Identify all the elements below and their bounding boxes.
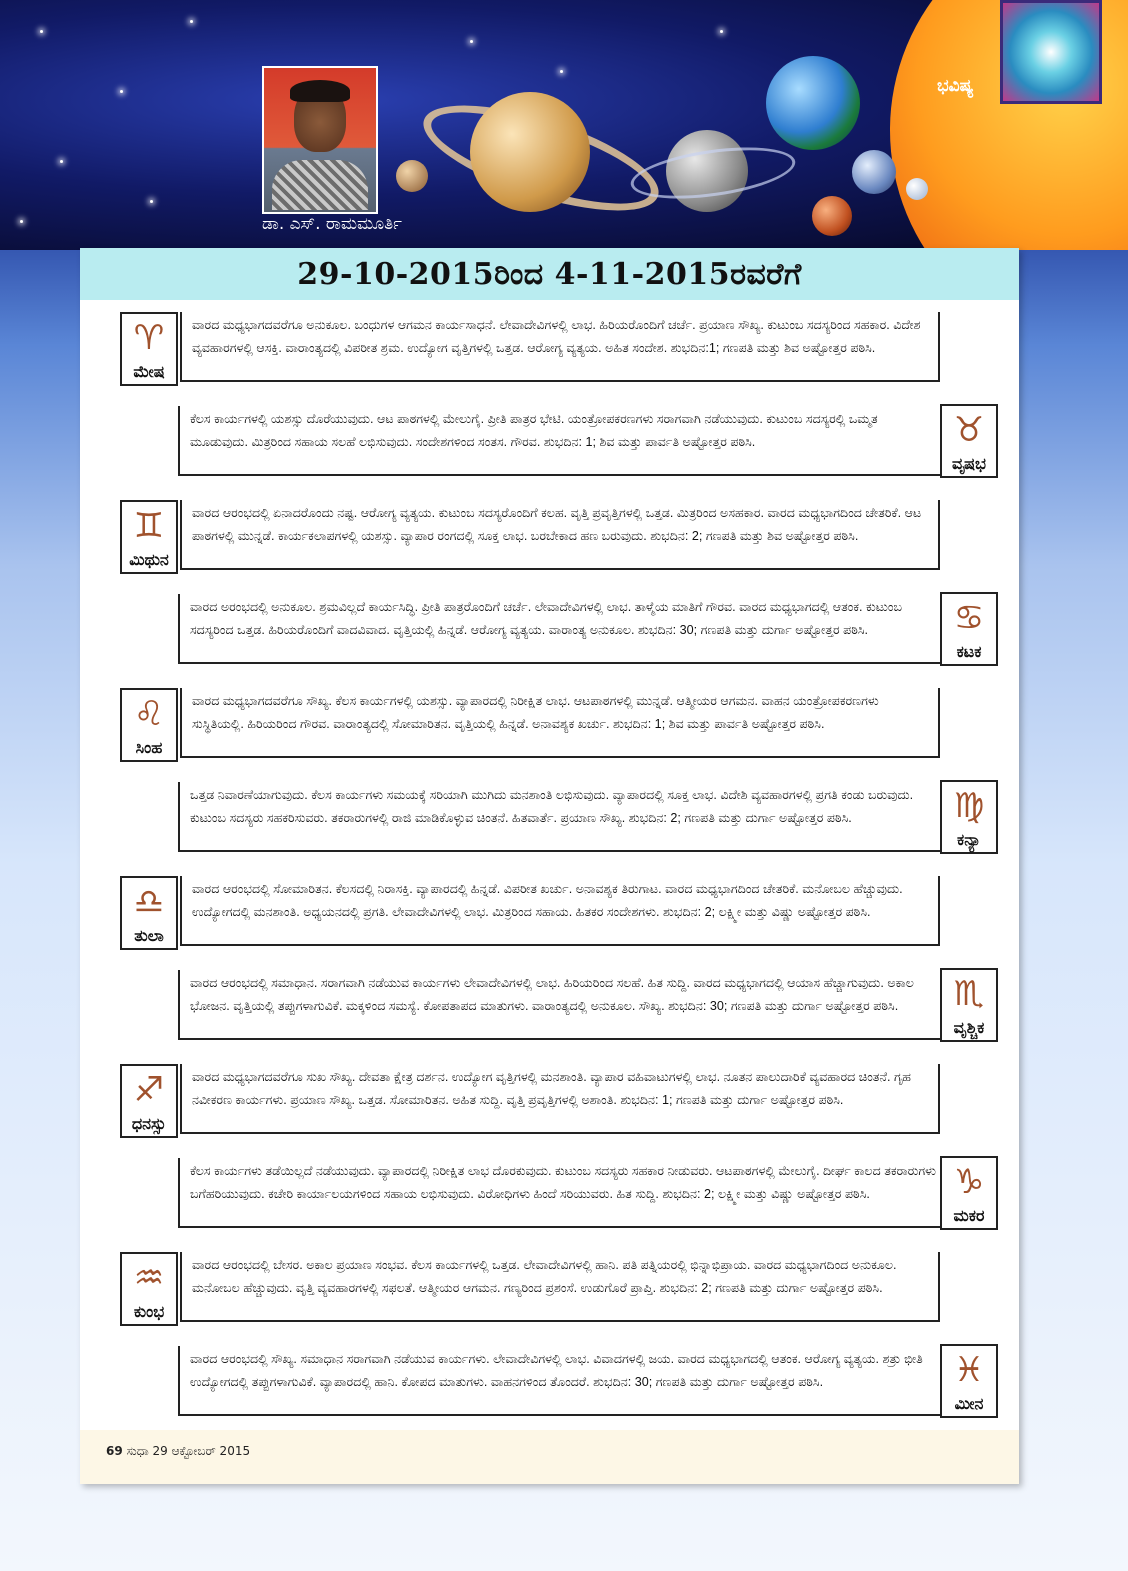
sign-name: ಕುಂಭ	[133, 1302, 165, 1321]
sign-name: ಕನ್ಯಾ	[957, 830, 981, 849]
publication-info: ಸುಧಾ 29 ಆಕ್ಟೋಬರ್ 2015	[126, 1444, 251, 1458]
scales-icon: ♎	[133, 882, 165, 922]
horoscope-entry	[80, 312, 940, 388]
prediction-text: ವಾರದ ಅರಂಭದಲ್ಲಿ ಅನುಕೂಲ. ಶ್ರಮವಿಲ್ಲದೆ ಕಾರ್ಯಸಿದ್ಧಿ. ಪ್ರೀತಿ ಪಾತ್ರರೊಂದಿಗೆ ಚರ್ಚೆ. ಲೇವಾದೇವಿಗಳಲ್ಲಿ ಲಾಭ. ತಾಳ್ಮೆಯ ಮಾತಿಗೆ ಗೌರವ. ವಾರದ ಮಧ್ಯಭಾಗದಲ್ಲಿ ಆತಂಕ. ಕುಟುಂಬ ಸದಸ್ಯರಿಂದ ಒತ್ತಡ. ಹಿರಿಯರೊಂದಿಗೆ ವಾದವಿವಾದ. ವೃತ್ತಿಯಲ್ಲಿ ಹಿನ್ನಡೆ. ಆರೋಗ್ಯ ವ್ಯತ್ಯಯ. ವಾರಾಂತ್ಯ ಅನುಕೂಲ. ಶುಭದಿನ: 30; ಗಣಪತಿ ಮತ್ತು ದುರ್ಗಾ ಅಷ್ಟೋತ್ತರ ಪಠಿಸಿ.	[178, 594, 946, 664]
horoscope-entry	[80, 1346, 985, 1422]
sign-badge	[120, 876, 178, 950]
prediction-text: ವಾರದ ಆರಂಭದಲ್ಲಿ ಏನಾದರೊಂದು ನಷ್ಟ. ಆರೋಗ್ಯ ವ್ಯತ್ಯಯ. ಕುಟುಂಬ ಸದಸ್ಯರೊಂದಿಗೆ ಕಲಹ. ವೃತ್ತಿ ಪ್ರವೃತ್ತಿಗಳಲ್ಲಿ ಒತ್ತಡ. ಮಿತ್ರರಿಂದ ಅಸಹಕಾರ. ವಾರದ ಮಧ್ಯಭಾಗದಿಂದ ಚೇತರಿಕೆ. ಆಟ ಪಾಠಗಳಲ್ಲಿ ಮುನ್ನಡೆ. ಕಾರ್ಯಕಲಾಪಗಳಲ್ಲಿ ಯಶಸ್ಸು. ವ್ಯಾಪಾರ ರಂಗದಲ್ಲಿ ಸೂಕ್ತ ಲಾಭ. ಬರಬೇಕಾದ ಹಣ ಬರುವುದು. ಶುಭದಿನ: 2; ಗಣಪತಿ ಮತ್ತು ಶಿವ ಅಷ್ಟೋತ್ತರ ಪಠಿಸಿ.	[180, 500, 940, 570]
prediction-text: ವಾರದ ಮಧ್ಯಭಾಗದವರೆಗೂ ಸುಖ ಸೌಖ್ಯ. ದೇವತಾ ಕ್ಷೇತ್ರ ದರ್ಶನ. ಉದ್ಯೋಗ ವೃತ್ತಿಗಳಲ್ಲಿ ಮನಶಾಂತಿ. ವ್ಯಾಪಾರ ವಹಿವಾಟುಗಳಲ್ಲಿ ಲಾಭ. ನೂತನ ಪಾಲುದಾರಿಕೆ ವ್ಯವಹಾರದ ಚಿಂತನೆ. ಗೃಹ ನವೀಕರಣ ಕಾರ್ಯಗಳು. ಪ್ರಯಾಣ ಸೌಖ್ಯ. ಒತ್ತಡ. ಸೋಮಾರಿತನ. ಅಹಿತ ಸುದ್ದಿ. ವೃತ್ತಿ ಪ್ರವೃತ್ತಿಗಳಲ್ಲಿ ಅಶಾಂತಿ. ಶುಭದಿನ: 1; ಗಣಪತಿ ಮತ್ತು ದುರ್ಗಾ ಅಷ್ಟೋತ್ತರ ಪಠಿಸಿ.	[180, 1064, 940, 1134]
sign-name: ಮೇಷ	[133, 362, 165, 381]
horoscope-entry	[80, 594, 985, 670]
prediction-text: ಕೆಲಸ ಕಾರ್ಯಗಳಲ್ಲಿ ಯಶಸ್ಸು ದೊರೆಯುವುದು. ಆಟ ಪಾಠಗಳಲ್ಲಿ ಮೇಲುಗೈ. ಪ್ರೀತಿ ಪಾತ್ರರ ಭೇಟಿ. ಯಂತ್ರೋಪಕರಣಗಳು ಸರಾಗವಾಗಿ ನಡೆಯುವುದು. ಕುಟುಂಬ ಸದಸ್ಯರಲ್ಲಿ ಒಮ್ಮತ ಮೂಡುವುದು. ಮಿತ್ರರಿಂದ ಸಹಾಯ ಸಲಹೆ ಲಭಿಸುವುದು. ಸಂದೇಶಗಳಿಂದ ಸಂತಸ. ಗೌರವ. ಶುಭದಿನ: 1; ಶಿವ ಮತ್ತು ಪಾರ್ವತಿ ಅಷ್ಟೋತ್ತರ ಪಠಿಸಿ.	[178, 406, 946, 476]
sign-badge	[120, 500, 178, 574]
horoscope-panel	[80, 248, 1019, 1484]
prediction-text: ವಾರದ ಆರಂಭದಲ್ಲಿ ಬೇಸರ. ಅಕಾಲ ಪ್ರಯಾಣ ಸಂಭವ. ಕೆಲಸ ಕಾರ್ಯಗಳಲ್ಲಿ ಒತ್ತಡ. ಲೇವಾದೇವಿಗಳಲ್ಲಿ ಹಾನಿ. ಪತಿ ಪತ್ನಿಯರಲ್ಲಿ ಭಿನ್ನಾಭಿಪ್ರಾಯ. ವಾರದ ಮಧ್ಯಭಾಗದಿಂದ ಅನುಕೂಲ. ಮನೋಬಲ ಹೆಚ್ಚುವುದು. ವೃತ್ತಿ ವ್ಯವಹಾರಗಳಲ್ಲಿ ಸಫಲತೆ. ಆತ್ಮೀಯರ ಆಗಮನ. ಗಣ್ಯರಿಂದ ಪ್ರಶಂಸೆ. ಉಡುಗೊರೆ ಪ್ರಾಪ್ತಿ. ಶುಭದಿನ: 2; ಗಣಪತಿ ಮತ್ತು ದುರ್ಗಾ ಅಷ್ಟೋತ್ತರ ಪಠಿಸಿ.	[180, 1252, 940, 1322]
sign-badge	[120, 688, 178, 762]
sign-badge	[940, 780, 998, 854]
archer-icon: ♐	[133, 1070, 165, 1110]
prediction-text: ವಾರದ ಆರಂಭದಲ್ಲಿ ಸಮಾಧಾನ. ಸರಾಗವಾಗಿ ನಡೆಯುವ ಕಾರ್ಯಗಳು ಲೇವಾದೇವಿಗಳಲ್ಲಿ ಲಾಭ. ಹಿರಿಯರಿಂದ ಸಲಹೆ. ಹಿತ ಸುದ್ದಿ. ವಾರದ ಮಧ್ಯಭಾಗದಲ್ಲಿ ಆಯಾಸ ಹೆಚ್ಚಾಗುವುದು. ಅಕಾಲ ಭೋಜನ. ವೃತ್ತಿಯಲ್ಲಿ ತಪ್ಪುಗಳಾಗುವಿಕೆ. ಮಕ್ಕಳಿಂದ ಸಮಸ್ಯೆ. ಕೋಪತಾಪದ ಮಾತುಗಳು. ವಾರಾಂತ್ಯದಲ್ಲಿ ಅನುಕೂಲ. ಸೌಖ್ಯ. ಶುಭದಿನ: 30; ಗಣಪತಿ ಮತ್ತು ದುರ್ಗಾ ಅಷ್ಟೋತ್ತರ ಪಠಿಸಿ.	[178, 970, 946, 1040]
author-name: ಡಾ. ಎಸ್. ರಾಮಮೂರ್ತಿ	[262, 214, 402, 234]
page-number: 69	[106, 1444, 123, 1458]
horoscope-entry	[80, 970, 985, 1046]
sign-name: ತುಲಾ	[134, 926, 164, 945]
sign-badge	[940, 1156, 998, 1230]
horoscope-entry	[80, 876, 940, 952]
page-title: 29-10-2015ರಿಂದ 4-11-2015ರವರೆಗೆ	[297, 256, 802, 292]
twins-icon: ♊	[133, 506, 165, 546]
mars-graphic	[812, 196, 852, 236]
sign-name: ವೃಶ್ಚಿಕ	[953, 1018, 985, 1037]
ram-icon: ♈	[133, 318, 165, 358]
sign-badge	[940, 404, 998, 478]
horoscope-entry	[80, 1252, 940, 1328]
prediction-text: ಒತ್ತಡ ನಿವಾರಣೆಯಾಗುವುದು. ಕೆಲಸ ಕಾರ್ಯಗಳು ಸಮಯಕ್ಕೆ ಸರಿಯಾಗಿ ಮುಗಿದು ಮನಶಾಂತಿ ಲಭಿಸುವುದು. ವ್ಯಾಪಾರದಲ್ಲಿ ಸೂಕ್ತ ಲಾಭ. ವಿದೇಶಿ ವ್ಯವಹಾರಗಳಲ್ಲಿ ಪ್ರಗತಿ ಕಂಡು ಬರುವುದು. ಕುಟುಂಬ ಸದಸ್ಯರು ಸಹಕರಿಸುವರು. ತಕರಾರುಗಳಲ್ಲಿ ರಾಜಿ ಮಾಡಿಕೊಳ್ಳುವ ಚಿಂತನೆ. ಹಿತವಾರ್ತೆ. ಪ್ರಯಾಣ ಸೌಖ್ಯ. ಶುಭದಿನ: 2; ಗಣಪತಿ ಮತ್ತು ದುರ್ಗಾ ಅಷ್ಟೋತ್ತರ ಪಠಿಸಿ.	[178, 782, 946, 852]
footer-info	[106, 1444, 250, 1459]
horoscope-entry	[80, 1064, 940, 1140]
sign-name: ಮೀನ	[954, 1394, 984, 1413]
earth-graphic	[766, 56, 860, 150]
sign-badge	[120, 312, 178, 386]
horoscope-entry	[80, 782, 985, 858]
lion-icon: ♌	[133, 694, 165, 734]
prediction-text: ವಾರದ ಆರಂಭದಲ್ಲಿ ಸೌಖ್ಯ. ಸಮಾಧಾನ ಸರಾಗವಾಗಿ ನಡೆಯುವ ಕಾರ್ಯಗಳು. ಲೇವಾದೇವಿಗಳಲ್ಲಿ ಲಾಭ. ವಿವಾದಗಳಲ್ಲಿ ಜಯ. ವಾರದ ಮಧ್ಯಭಾಗದಲ್ಲಿ ಆತಂಕ. ಆರೋಗ್ಯ ವ್ಯತ್ಯಯ. ಶತ್ರು ಭೀತಿ ಉದ್ಯೋಗದಲ್ಲಿ ತಪ್ಪುಗಳಾಗುವಿಕೆ. ವ್ಯಾಪಾರದಲ್ಲಿ ಹಾನಿ. ಕೋಪದ ಮಾತುಗಳು. ವಾಹನಗಳಿಂದ ತೊಂದರೆ. ಶುಭದಿನ: 30; ಗಣಪತಿ ಮತ್ತು ದುರ್ಗಾ ಅಷ್ಟೋತ್ತರ ಪಠಿಸಿ.	[178, 1346, 946, 1416]
header-banner	[0, 0, 1128, 250]
sign-name: ಕಟಕ	[956, 642, 982, 661]
prediction-text: ವಾರದ ಮಧ್ಯಭಾಗದವರೆಗೂ ಸೌಖ್ಯ. ಕೆಲಸ ಕಾರ್ಯಗಳಲ್ಲಿ ಯಶಸ್ಸು. ವ್ಯಾಪಾರದಲ್ಲಿ ನಿರೀಕ್ಷಿತ ಲಾಭ. ಆಟಪಾಠಗಳಲ್ಲಿ ಮುನ್ನಡೆ. ಆತ್ಮೀಯರ ಆಗಮನ. ವಾಹನ ಯಂತ್ರೋಪಕರಣಗಳು ಸುಸ್ಥಿತಿಯಲ್ಲಿ. ಹಿರಿಯರಿಂದ ಗೌರವ. ವಾರಾಂತ್ಯದಲ್ಲಿ ಸೋಮಾರಿತನ. ವೃತ್ತಿಯಲ್ಲಿ ಹಿನ್ನಡೆ. ಅನಾವಶ್ಯಕ ಖರ್ಚು. ಶುಭದಿನ: 1; ಶಿವ ಮತ್ತು ಪಾರ್ವತಿ ಅಷ್ಟೋತ್ತರ ಪಠಿಸಿ.	[180, 688, 940, 758]
sign-badge	[120, 1064, 178, 1138]
sign-name: ಧನಸ್ಸು	[131, 1114, 167, 1133]
saturn-graphic	[470, 92, 590, 212]
horoscope-entry	[80, 688, 940, 764]
maiden-icon: ♍	[953, 786, 985, 826]
planet-small-graphic	[396, 160, 428, 192]
bull-icon: ♉	[953, 410, 985, 450]
section-label: ಭವಿಷ್ಯ	[937, 76, 974, 96]
horoscope-entry	[80, 500, 940, 576]
sign-badge	[940, 968, 998, 1042]
horoscope-entry	[80, 406, 986, 482]
sign-badge	[940, 1344, 998, 1418]
prediction-text: ವಾರದ ಆರಂಭದಲ್ಲಿ ಸೋಮಾರಿತನ. ಕೆಲಸದಲ್ಲಿ ನಿರಾಸಕ್ತಿ. ವ್ಯಾಪಾರದಲ್ಲಿ ಹಿನ್ನಡೆ. ವಿಪರೀತ ಖರ್ಚು. ಅನಾವಶ್ಯಕ ತಿರುಗಾಟ. ವಾರದ ಮಧ್ಯಭಾಗದಿಂದ ಚೇತರಿಕೆ. ಮನೋಬಲ ಹೆಚ್ಚುವುದು. ಉದ್ಯೋಗದಲ್ಲಿ ಮನಶಾಂತಿ. ಅಧ್ಯಯನದಲ್ಲಿ ಪ್ರಗತಿ. ಲೇವಾದೇವಿಗಳಲ್ಲಿ ಲಾಭ. ಮಿತ್ರರಿಂದ ಸಹಾಯ. ಹಿತಕರ ಸಂದೇಶಗಳು. ಶುಭದಿನ: 2; ಲಕ್ಷ್ಮೀ ಮತ್ತು ವಿಷ್ಣು ಅಷ್ಟೋತ್ತರ ಪಠಿಸಿ.	[180, 876, 940, 946]
sign-badge	[120, 1252, 178, 1326]
water-bearer-icon: ♒	[133, 1258, 165, 1298]
crab-icon: ♋	[953, 598, 985, 638]
prediction-text: ವಾರದ ಮಧ್ಯಭಾಗದವರೆಗೂ ಅನುಕೂಲ. ಬಂಧುಗಳ ಆಗಮನ ಕಾರ್ಯಸಾಧನೆ. ಲೇವಾದೇವಿಗಳಲ್ಲಿ ಲಾಭ. ಹಿರಿಯರೊಂದಿಗೆ ಚರ್ಚೆ. ಪ್ರಯಾಣ ಸೌಖ್ಯ. ಕುಟುಂಬ ಸದಸ್ಯರಿಂದ ಸಹಕಾರ. ವಿದೇಶ ವ್ಯವಹಾರಗಳಲ್ಲಿ ಆಸಕ್ತಿ. ವಾರಾಂತ್ಯದಲ್ಲಿ ವಿಪರೀತ ಶ್ರಮ. ಉದ್ಯೋಗ ವೃತ್ತಿಗಳಲ್ಲಿ ಒತ್ತಡ. ಆರೋಗ್ಯ ವ್ಯತ್ಯಯ. ಅಹಿತ ಸಂದೇಶ. ಶುಭದಿನ:1; ಗಣಪತಿ ಮತ್ತು ಶಿವ ಅಷ್ಟೋತ್ತರ ಪಠಿಸಿ.	[180, 312, 940, 382]
page-footer	[80, 1430, 1019, 1484]
scorpion-icon: ♏	[953, 974, 985, 1014]
sign-badge	[940, 592, 998, 666]
horoscope-entry	[80, 1158, 985, 1234]
planet-blue-graphic	[852, 150, 896, 194]
planet-tiny-graphic	[906, 178, 928, 200]
sign-name: ವೃಷಭ	[952, 454, 986, 473]
crocodile-icon: ♑	[953, 1162, 985, 1202]
author-photo	[262, 66, 378, 214]
prediction-text: ಕೆಲಸ ಕಾರ್ಯಗಳು ತಡೆಯಿಲ್ಲದೆ ನಡೆಯುವುದು. ವ್ಯಾಪಾರದಲ್ಲಿ ನಿರೀಕ್ಷಿತ ಲಾಭ ದೊರಕುವುದು. ಕುಟುಂಬ ಸದಸ್ಯರು ಸಹಕಾರ ನೀಡುವರು. ಆಟಪಾಠಗಳಲ್ಲಿ ಮೇಲುಗೈ. ದೀರ್ಘ ಕಾಲದ ತಕರಾರುಗಳು ಬಗೆಹರಿಯುವುದು. ಕಚೇರಿ ಕಾರ್ಯಾಲಯಗಳಿಂದ ಸಹಾಯ ಲಭಿಸುವುದು. ವಿರೋಧಿಗಳು ಹಿಂದೆ ಸರಿಯುವರು. ಹಿತ ಸುದ್ದಿ. ಶುಭದಿನ: 2; ಲಕ್ಷ್ಮೀ ಮತ್ತು ವಿಷ್ಣು ಅಷ್ಟೋತ್ತರ ಪಠಿಸಿ.	[178, 1158, 946, 1228]
section-logo	[1000, 0, 1102, 104]
sign-name: ಮಕರ	[953, 1206, 985, 1225]
title-bar	[80, 248, 1019, 300]
sign-name: ಸಿಂಹ	[135, 738, 163, 757]
fish-icon: ♓	[953, 1350, 985, 1390]
sign-name: ಮಿಥುನ	[129, 550, 169, 569]
